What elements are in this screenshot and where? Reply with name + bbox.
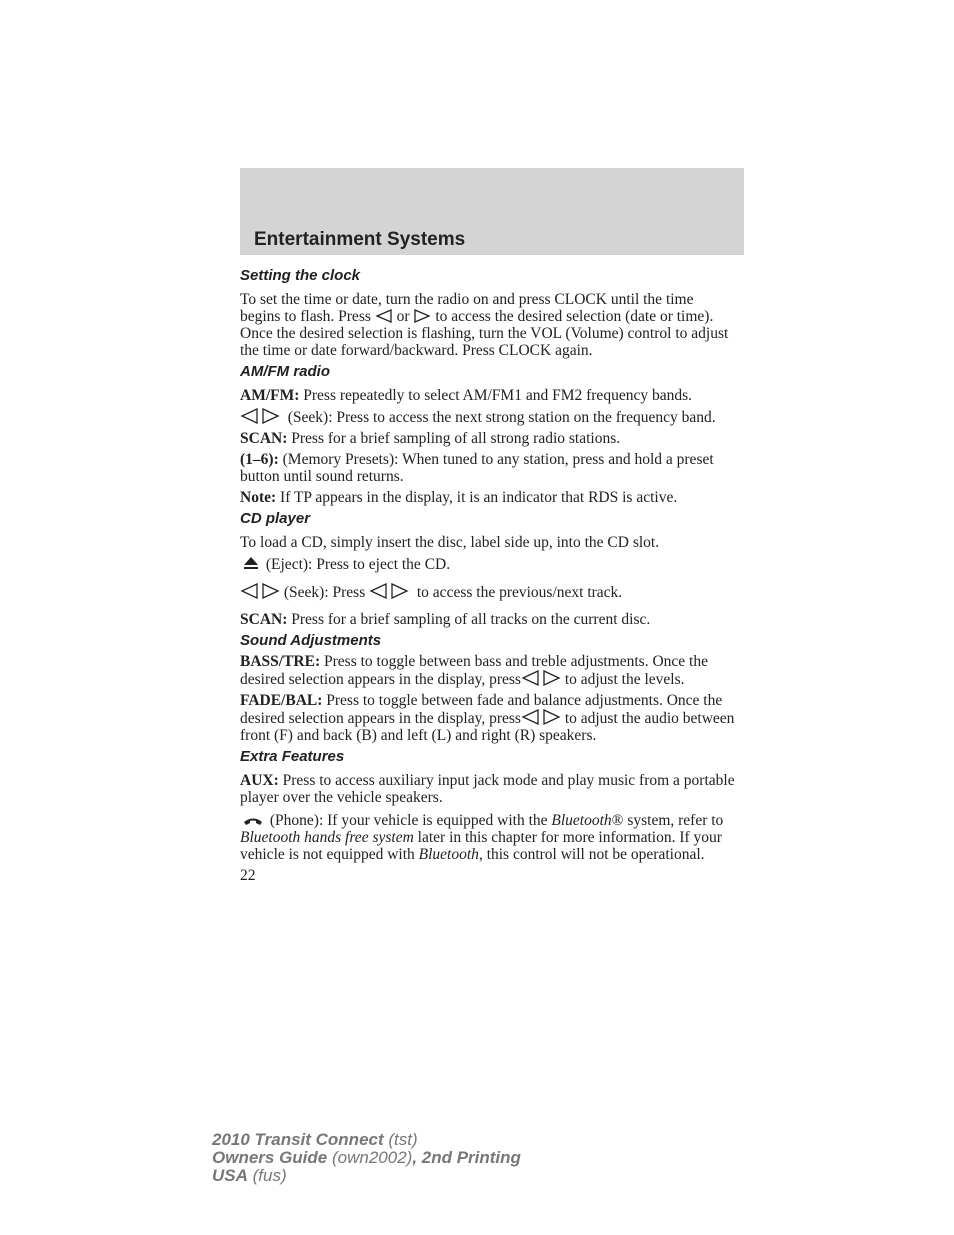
heading-extra-features: Extra Features xyxy=(240,748,345,765)
amfm-paragraph: AM/FM: Press repeatedly to select AM/FM1 and FM2 frequency bands. xyxy=(240,387,692,404)
phone-paragraph: (Phone): If your vehicle is equipped with the Bluetooth® system, refer to Bluetooth hands free system later in this chapter for more information. If your vehicle is not equipped with Bluetooth, this control will not be operational. xyxy=(240,812,724,863)
cd-eject-paragraph: (Eject): Press to eject the CD. xyxy=(240,555,736,573)
seek-left-right-icon xyxy=(240,408,280,424)
heading-sound-adjustments: Sound Adjustments xyxy=(240,632,382,649)
bass-treble-paragraph: BASS/TRE: Press to toggle between bass and treble adjustments. Once the desired selection appears in the display, press to adjust the levels. xyxy=(240,653,708,688)
eject-icon xyxy=(240,555,262,571)
seek-right-icon xyxy=(413,309,431,323)
aux-paragraph: AUX: Press to access auxiliary input jack mode and play music from a portable player over the vehicle speakers. xyxy=(240,772,735,806)
footer-line-3: USA (fus) xyxy=(212,1166,287,1185)
seek-left-right-icon xyxy=(369,583,409,599)
cd-seek-paragraph: (Seek): Press to access the previous/next track. xyxy=(240,583,736,601)
phone-icon xyxy=(240,815,266,827)
page-number: 22 xyxy=(240,867,256,884)
clock-paragraph: To set the time or date, turn the radio on and press CLOCK until the time begins to flash. Press or to access the desired selection (date or time). Once the desired selection is flashing, turn the VOL (Volume) control to adjust the time or date forward/backward. Press CLOCK again. xyxy=(240,291,729,359)
amfm-scan-paragraph: SCAN: Press for a brief sampling of all strong radio stations. xyxy=(240,430,621,447)
seek-left-right-icon xyxy=(521,709,561,725)
heading-cd-player: CD player xyxy=(240,510,311,527)
footer-line-2: Owners Guide (own2002), 2nd Printing xyxy=(212,1148,521,1167)
cd-scan-paragraph: SCAN: Press for a brief sampling of all tracks on the current disc. xyxy=(240,611,651,628)
cd-load-paragraph: To load a CD, simply insert the disc, label side up, into the CD slot. xyxy=(240,534,660,551)
seek-left-right-icon xyxy=(240,583,280,599)
document-footer xyxy=(212,1131,521,1185)
seek-left-icon xyxy=(375,309,393,323)
amfm-note-paragraph: Note: If TP appears in the display, it is an indicator that RDS is active. xyxy=(240,489,678,506)
fade-balance-paragraph: FADE/BAL: Press to toggle between fade and balance adjustments. Once the desired selection appears in the display, press to adjust the audio between front (F) and back (B) and left (L) and right (R) speakers. xyxy=(240,692,735,744)
heading-amfm-radio: AM/FM radio xyxy=(240,363,330,380)
page-content xyxy=(240,266,736,884)
section-title: Entertainment Systems xyxy=(254,229,466,250)
amfm-seek-paragraph: (Seek): Press to access the next strong station on the frequency band. xyxy=(240,408,736,426)
footer-line-1: 2010 Transit Connect (tst) xyxy=(212,1130,418,1149)
amfm-presets-paragraph: (1–6): (Memory Presets): When tuned to any station, press and hold a preset button until sound returns. xyxy=(240,451,714,485)
heading-setting-clock: Setting the clock xyxy=(240,267,361,284)
section-header-band xyxy=(240,168,744,255)
seek-left-right-icon xyxy=(521,670,561,686)
